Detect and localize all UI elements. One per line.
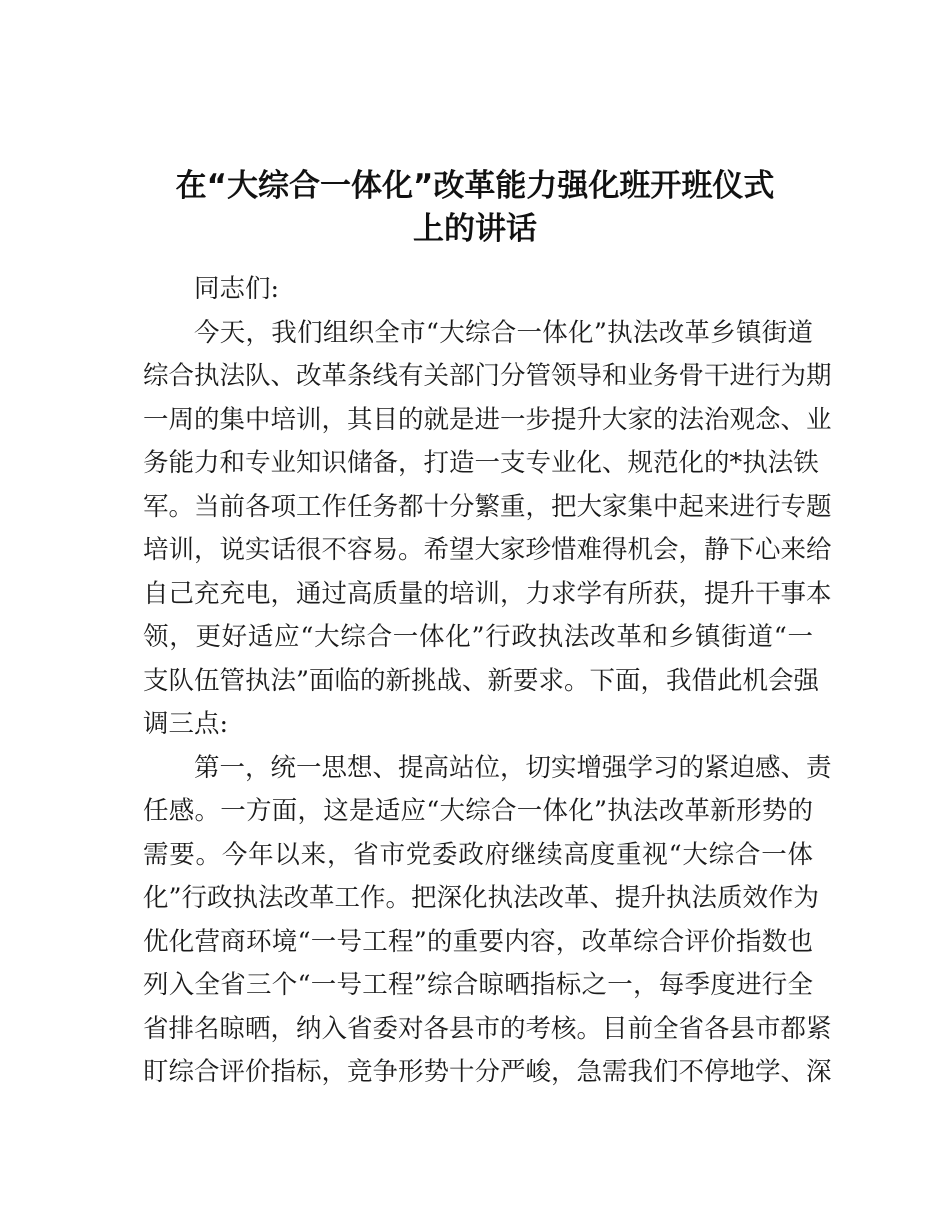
paragraph-1-line: 支队伍管执法”面临的新挑战、新要求。下面，我借此机会强: [143, 665, 820, 696]
salutation: 同志们:: [194, 274, 280, 304]
paragraph-2-line: 需要。今年以来，省市党委政府继续高度重视“大综合一体: [143, 839, 813, 870]
document-title: [100, 165, 850, 251]
paragraph-2-line: 化”行政执法改革工作。把深化执法改革、提升执法质效作为: [143, 883, 820, 913]
paragraph-1-line: 领，更好适应“大综合一体化”行政执法改革和乡镇街道“一: [143, 622, 813, 652]
paragraph-1-line: 培训，说实话很不容易。希望大家珍惜难得机会，静下心来给: [143, 535, 832, 565]
paragraph-2-line: 盯综合评价指标，竞争形势十分严峻，急需我们不停地学、深: [143, 1057, 832, 1087]
paragraph-1-line: 军。当前各项工作任务都十分繁重，把大家集中起来进行专题: [143, 491, 832, 522]
paragraph-1: [143, 312, 832, 747]
title-line-1: 在“大综合一体化”改革能力强化班开班仪式: [175, 168, 775, 204]
paragraph-1-line: 自己充充电，通过高质量的培训，力求学有所获，提升干事本: [143, 578, 832, 609]
paragraph-2: [143, 747, 832, 1095]
paragraph-1-line: 今天，我们组织全市“大综合一体化”执法改革乡镇街道: [194, 317, 813, 348]
title-line-2: 上的讲话: [413, 211, 537, 247]
paragraph-2-line: 第一，统一思想、提高站位，切实增强学习的紧迫感、责: [194, 752, 832, 783]
document-body: [143, 268, 832, 1095]
paragraph-2-line: 省排名晾晒，纳入省委对各县市的考核。目前全省各县市都紧: [143, 1013, 832, 1044]
paragraph-1-line: 综合执法队、改革条线有关部门分管领导和业务骨干进行为期: [143, 361, 832, 391]
paragraph-1-line: 务能力和专业知识储备，打造一支专业化、规范化的*执法铁: [143, 448, 819, 478]
paragraph-1-line: 一周的集中培训，其目的就是进一步提升大家的法治观念、业: [143, 404, 832, 435]
paragraph-2-line: 优化营商环境“一号工程”的重要内容，改革综合评价指数也: [143, 926, 813, 957]
paragraph-2-line: 列入全省三个“一号工程”综合晾晒指标之一，每季度进行全: [143, 970, 813, 1000]
paragraph-1-line: 调三点:: [143, 709, 229, 739]
paragraph-2-line: 任感。一方面，这是适应“大综合一体化”执法改革新形势的: [143, 796, 813, 826]
